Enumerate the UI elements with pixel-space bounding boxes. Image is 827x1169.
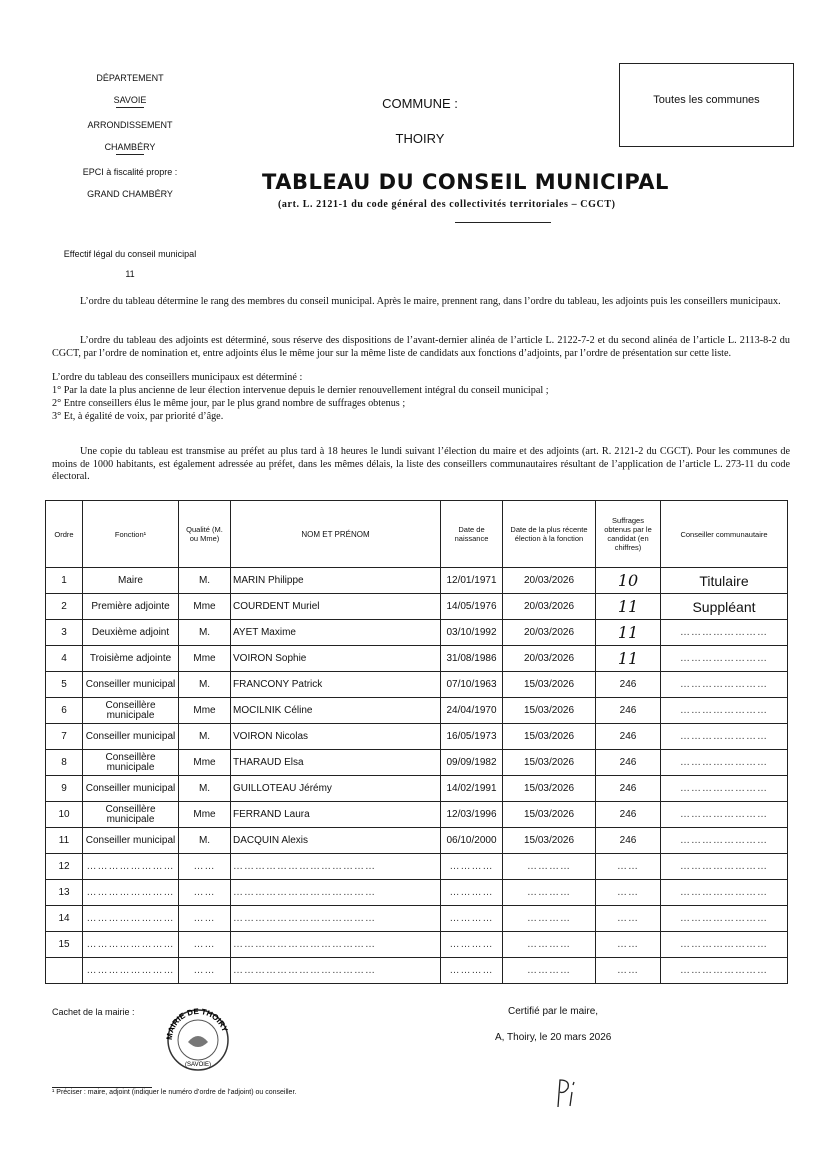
council-table [45,500,788,984]
paragraph: 2° Entre conseillers élus le même jour, par le plus grand nombre de suffrages obtenus ; [52,398,406,409]
communautaire-cell: …………………… [661,750,788,776]
ordre-cell: 10 [46,802,83,828]
paragraph: 3° Et, à égalité de voix, par priorité d’âge. [52,411,224,422]
qualite-cell: M. [179,776,231,802]
arrondissement-label: ARRONDISSEMENT [87,120,173,130]
suffrages-cell: 246 [596,672,661,698]
footnote: ¹ Préciser : maire, adjoint (indiquer le numéro d’ordre de l’adjoint) ou conseiller. [52,1089,297,1096]
ordre-cell: 9 [46,776,83,802]
table-row [46,932,788,958]
commune-label: COMMUNE : [382,96,458,111]
qualite-cell: Mme [179,698,231,724]
column-header: Qualité (M. ou Mme) [179,501,231,568]
fonction-cell: …………………… [83,880,179,906]
qualite-cell: …… [179,958,231,984]
mairie-stamp [158,1004,238,1072]
birthdate-cell: 06/10/2000 [441,828,503,854]
name-cell: ………………………………… [231,906,441,932]
communautaire-cell: …………………… [661,646,788,672]
birthdate-cell: ………… [441,854,503,880]
election-date-cell: 20/03/2026 [503,620,596,646]
effectif-label: Effectif légal du conseil municipal [63,249,197,259]
name-cell: ………………………………… [231,854,441,880]
communautaire-cell: …………………… [661,776,788,802]
commune-size-box [619,63,794,147]
fonction-cell: Conseillère municipale [83,698,179,724]
election-date-cell: ………… [503,854,596,880]
table-row [46,646,788,672]
paragraph: L’ordre du tableau des conseillers municipaux est déterminé : [52,372,303,383]
ordre-cell: 12 [46,854,83,880]
qualite-cell: …… [179,932,231,958]
suffrages-cell: 246 [596,828,661,854]
ordre-cell: 7 [46,724,83,750]
fonction-cell: Maire [83,568,179,594]
ordre-cell: 8 [46,750,83,776]
suffrages-cell: …… [596,958,661,984]
qualite-cell: Mme [179,802,231,828]
column-header: Fonction¹ [83,501,179,568]
suffrages-cell: 11 [596,594,661,620]
effectif-block [50,249,210,279]
table-row [46,620,788,646]
fonction-cell: Conseiller municipal [83,724,179,750]
birthdate-cell: 03/10/1992 [441,620,503,646]
name-cell: THARAUD Elsa [231,750,441,776]
commune-name: THOIRY [395,131,445,146]
birthdate-cell: 12/03/1996 [441,802,503,828]
table-row [46,698,788,724]
ordre-cell: 11 [46,828,83,854]
effectif-value: 11 [125,269,135,279]
birthdate-cell: 24/04/1970 [441,698,503,724]
column-header: Suffrages obtenus par le candidat (en chiffres) [596,501,661,568]
suffrages-cell: 246 [596,776,661,802]
election-date-cell: 15/03/2026 [503,724,596,750]
column-header: Date de naissance [441,501,503,568]
divider [116,107,144,108]
name-cell: VOIRON Sophie [231,646,441,672]
table-row [46,672,788,698]
certified-label: Certifié par le maire, [508,1006,599,1017]
suffrages-cell: …… [596,906,661,932]
paragraph: L’ordre du tableau détermine le rang des membres du conseil municipal. Après le maire, prennent rang, dans l’ordre du tableau, les adjoints puis les conseillers municipaux. [80,296,781,307]
birthdate-cell: 09/09/1982 [441,750,503,776]
fonction-cell: Deuxième adjoint [83,620,179,646]
qualite-cell: …… [179,880,231,906]
election-date-cell: 20/03/2026 [503,568,596,594]
place-date: A, Thoiry, le 20 mars 2026 [495,1032,612,1043]
birthdate-cell: ………… [441,906,503,932]
fonction-cell: …………………… [83,906,179,932]
suffrages-cell: 246 [596,724,661,750]
communautaire-cell: …………………… [661,802,788,828]
communautaire-cell: …………………… [661,880,788,906]
name-cell: MARIN Philippe [231,568,441,594]
ordre-cell: 14 [46,906,83,932]
paragraph: 1° Par la date la plus ancienne de leur élection intervenue depuis le dernier renouvellement intégral du conseil municipal ; [52,385,549,396]
birthdate-cell: ………… [441,932,503,958]
table-row [46,750,788,776]
cachet-label: Cachet de la mairie : [52,1007,135,1017]
fonction-cell: Première adjointe [83,594,179,620]
fonction-cell: Conseillère municipale [83,750,179,776]
suffrages-cell: …… [596,932,661,958]
qualite-cell: M. [179,672,231,698]
communautaire-cell: Titulaire [661,568,788,594]
ordre-cell: 13 [46,880,83,906]
communautaire-cell: Suppléant [661,594,788,620]
paragraph: Une copie du tableau est transmise au préfet au plus tard à 18 heures le lundi suivant l’élection du maire et des adjoints (art. R. 2121-2 du CGCT). Pour les communes de moins de 1000 habitants, est également adressée au préfet, dans les mêmes délais, la liste des conseillers communautaires résultant de l’application de l’article L. 273-11 du code électoral. [52,446,790,482]
table-row [46,958,788,984]
election-date-cell: 15/03/2026 [503,672,596,698]
suffrages-cell: …… [596,880,661,906]
table-row [46,568,788,594]
column-header: NOM ET PRÉNOM [231,501,441,568]
table-row [46,724,788,750]
fonction-cell: Conseillère municipale [83,802,179,828]
birthdate-cell: 14/05/1976 [441,594,503,620]
birthdate-cell: ………… [441,880,503,906]
name-cell: AYET Maxime [231,620,441,646]
table-row [46,906,788,932]
communautaire-cell: …………………… [661,906,788,932]
page-subtitle: (art. L. 2121-1 du code général des collectivités territoriales – CGCT) [278,199,616,210]
table-row [46,594,788,620]
suffrages-cell: …… [596,854,661,880]
qualite-cell: …… [179,854,231,880]
qualite-cell: M. [179,828,231,854]
table-row [46,854,788,880]
fonction-cell: Conseiller municipal [83,776,179,802]
communautaire-cell: …………………… [661,932,788,958]
birthdate-cell: ………… [441,958,503,984]
election-date-cell: 15/03/2026 [503,698,596,724]
suffrages-cell: 11 [596,620,661,646]
birthdate-cell: 07/10/1963 [441,672,503,698]
suffrages-cell: 246 [596,698,661,724]
fonction-cell: Conseiller municipal [83,828,179,854]
name-cell: ………………………………… [231,880,441,906]
arrondissement: CHAMBÉRY [104,142,156,152]
suffrages-cell: 10 [596,568,661,594]
name-cell: FRANCONY Patrick [231,672,441,698]
suffrages-cell: 11 [596,646,661,672]
fonction-cell: …………………… [83,854,179,880]
stamp-seal-icon [158,1004,238,1072]
communautaire-cell: …………………… [661,958,788,984]
birthdate-cell: 12/01/1971 [441,568,503,594]
qualite-cell: M. [179,620,231,646]
election-date-cell: 20/03/2026 [503,646,596,672]
left-header [80,73,180,199]
communautaire-cell: …………………… [661,672,788,698]
ordre-cell: 3 [46,620,83,646]
name-cell: ………………………………… [231,958,441,984]
communautaire-cell: …………………… [661,620,788,646]
election-date-cell: ………… [503,906,596,932]
svg-text:MAIRIE DE THOIRY: MAIRIE DE THOIRY [164,1006,230,1041]
table-row [46,776,788,802]
qualite-cell: Mme [179,594,231,620]
name-cell: DACQUIN Alexis [231,828,441,854]
department: SAVOIE [113,95,147,105]
svg-text:(SAVOIE): (SAVOIE) [185,1062,211,1068]
communautaire-cell: …………………… [661,828,788,854]
ordre-cell: 1 [46,568,83,594]
page-title: TABLEAU DU CONSEIL MUNICIPAL [262,170,669,194]
name-cell: GUILLOTEAU Jérémy [231,776,441,802]
fonction-cell: Troisième adjointe [83,646,179,672]
footnote-rule [52,1087,152,1088]
divider [455,222,551,223]
election-date-cell: 20/03/2026 [503,594,596,620]
communautaire-cell: …………………… [661,854,788,880]
birthdate-cell: 16/05/1973 [441,724,503,750]
name-cell: FERRAND Laura [231,802,441,828]
column-header: Conseiller communautaire [661,501,788,568]
divider [116,154,144,155]
table-row [46,802,788,828]
ordre-cell [46,958,83,984]
ordre-cell: 2 [46,594,83,620]
election-date-cell: ………… [503,932,596,958]
suffrages-cell: 246 [596,802,661,828]
ordre-cell: 4 [46,646,83,672]
fonction-cell: …………………… [83,958,179,984]
communautaire-cell: …………………… [661,698,788,724]
birthdate-cell: 14/02/1991 [441,776,503,802]
suffrages-cell: 246 [596,750,661,776]
department-label: DÉPARTEMENT [96,73,164,83]
epci-label: EPCI à fiscalité propre : [82,167,178,177]
ordre-cell: 6 [46,698,83,724]
epci: GRAND CHAMBÉRY [87,189,173,199]
column-header: Ordre [46,501,83,568]
table-row [46,880,788,906]
election-date-cell: ………… [503,958,596,984]
fonction-cell: …………………… [83,932,179,958]
box-text: Toutes les communes [653,94,760,106]
election-date-cell: 15/03/2026 [503,776,596,802]
column-header: Date de la plus récente élection à la fonction [503,501,596,568]
communautaire-cell: …………………… [661,724,788,750]
name-cell: VOIRON Nicolas [231,724,441,750]
qualite-cell: M. [179,568,231,594]
name-cell: MOCILNIK Céline [231,698,441,724]
fonction-cell: Conseiller municipal [83,672,179,698]
paragraph: L’ordre du tableau des adjoints est déterminé, sous réserve des dispositions de l’avant-dernier alinéa de l’article L. 2122-7-2 et du second alinéa de l’article L. 2113-8-2 du CGCT, par l’ordre de nomination et, entre adjoints élus le même jour sur la même liste de candidats aux fonctions d’adjoints, par l’ordre de présentation sur cette liste. [52,335,790,359]
mayor-signature [550,1072,590,1112]
birthdate-cell: 31/08/1986 [441,646,503,672]
name-cell: ………………………………… [231,932,441,958]
qualite-cell: Mme [179,646,231,672]
election-date-cell: ………… [503,880,596,906]
qualite-cell: Mme [179,750,231,776]
election-date-cell: 15/03/2026 [503,828,596,854]
election-date-cell: 15/03/2026 [503,750,596,776]
ordre-cell: 5 [46,672,83,698]
qualite-cell: …… [179,906,231,932]
election-date-cell: 15/03/2026 [503,802,596,828]
table-row [46,828,788,854]
ordre-cell: 15 [46,932,83,958]
name-cell: COURDENT Muriel [231,594,441,620]
qualite-cell: M. [179,724,231,750]
